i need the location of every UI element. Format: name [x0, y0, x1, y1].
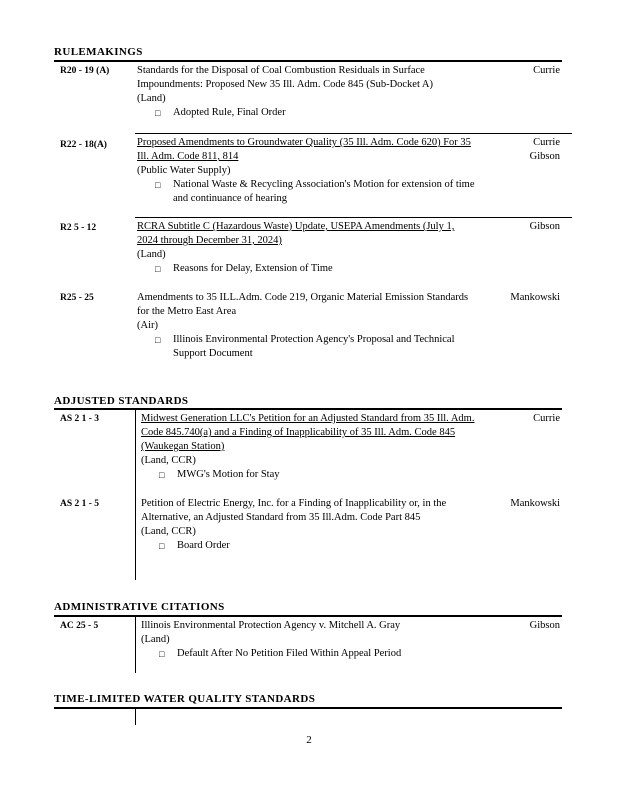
- bullet-item: [137, 106, 477, 120]
- docket-number: R2 5 - 12: [60, 223, 97, 233]
- entry-title-text: Amendments to 35 ILL.Adm. Code 219, Organic Material Emission Standards for the Metro East Area: [137, 292, 469, 317]
- bullet-text: Reasons for Delay, Extension of Time: [173, 263, 333, 274]
- entry-title-text: Midwest Generation LLC's Petition for an Adjusted Standard from 35 Ill. Adm. Code 845.740(a) and a Finding of Inapplicability of 35 Ill. Adm. Code 845 (Waukegan Station): [141, 413, 475, 452]
- docket-number: R20 - 19 (A): [60, 66, 110, 76]
- bullet-icon: □: [155, 335, 161, 345]
- section-rule: [54, 615, 562, 617]
- bullet-text: National Waste & Recycling Association's Motion for extension of time and continuance of hearing: [173, 179, 475, 204]
- entry-title-text: Proposed Amendments to Groundwater Quality (35 Ill. Adm. Code 620) For 35 Ill. Adm. Code 811, 814: [137, 137, 471, 162]
- bullet-icon: □: [155, 108, 161, 118]
- assigned-person: Mankowski: [510, 292, 560, 303]
- bullet-item: [141, 647, 477, 661]
- entry-category: (Land): [137, 249, 166, 260]
- section-rule: [54, 408, 562, 410]
- entry-category: (Public Water Supply): [137, 165, 231, 176]
- bullet-icon: □: [159, 470, 165, 480]
- entry-r25-12: [137, 220, 477, 276]
- bullet-icon: □: [159, 649, 165, 659]
- entry-title-text: Standards for the Disposal of Coal Combustion Residuals in Surface Impoundments: Proposed New 35 Ill. Adm. Code 845 (Sub-Docket A): [137, 65, 434, 90]
- entry-title: [141, 497, 477, 525]
- docket-number: R22 - 18(A): [60, 140, 107, 150]
- assigned-person: Gibson: [529, 151, 560, 162]
- entry-category: (Land): [137, 93, 166, 104]
- assigned-person: Gibson: [529, 620, 560, 631]
- entry-r25-25: [137, 291, 477, 361]
- bullet-item: [141, 539, 477, 553]
- assigned-person: Gibson: [529, 221, 560, 232]
- entry-ac25-5: [141, 619, 477, 661]
- section-title-adjusted-standards: ADJUSTED STANDARDS: [54, 395, 189, 407]
- entry-title: [137, 136, 477, 164]
- entry-as21-5: [141, 497, 477, 553]
- entry-category: (Land): [141, 634, 170, 645]
- column-divider: [135, 708, 136, 725]
- bullet-icon: □: [155, 264, 161, 274]
- bullet-item: [137, 178, 477, 206]
- section-title-administrative-citations: ADMINISTRATIVE CITATIONS: [54, 601, 225, 613]
- entry-category: (Land, CCR): [141, 526, 196, 537]
- entry-category: (Land, CCR): [141, 455, 196, 466]
- bullet-item: [141, 468, 477, 482]
- entry-title: [141, 412, 477, 454]
- assigned-person: Mankowski: [510, 498, 560, 509]
- bullet-text: Board Order: [177, 540, 230, 551]
- bullet-icon: □: [155, 180, 161, 190]
- section-rule: [54, 60, 562, 62]
- docket-number: AS 2 1 - 5: [60, 499, 100, 509]
- entry-title-text: Petition of Electric Energy, Inc. for a Finding of Inapplicability or, in the Alternative, an Adjusted Standard from 35 Ill.Adm. Code Part 845: [141, 498, 447, 523]
- entry-title: [137, 64, 477, 92]
- bullet-text: Adopted Rule, Final Order: [173, 107, 286, 118]
- entry-category: (Air): [137, 320, 158, 331]
- page-number: 2: [306, 734, 312, 746]
- assigned-person: Currie: [533, 137, 560, 148]
- entry-title-text: Illinois Environmental Protection Agency v. Mitchell A. Gray: [141, 620, 401, 631]
- docket-number: AS 2 1 - 3: [60, 414, 100, 424]
- entry-r22-18a: [137, 136, 477, 206]
- docket-number: AC 25 - 5: [60, 621, 99, 631]
- section-title-time-limited-wqs: TIME-LIMITED WATER QUALITY STANDARDS: [54, 693, 316, 705]
- bullet-item: [137, 262, 477, 276]
- entry-title-text: RCRA Subtitle C (Hazardous Waste) Update, USEPA Amendments (July 1, 2024 through December 31, 2024): [137, 221, 455, 246]
- assigned-people: [530, 136, 560, 164]
- bullet-item: [137, 333, 477, 361]
- entry-separator: [135, 133, 572, 134]
- assigned-person: Currie: [533, 413, 560, 424]
- assigned-person: Currie: [533, 65, 560, 76]
- bullet-text: Illinois Environmental Protection Agency's Proposal and Technical Support Document: [173, 334, 455, 359]
- entry-as21-3: [141, 412, 477, 482]
- bullet-text: MWG's Motion for Stay: [177, 469, 280, 480]
- entry-title: [141, 619, 477, 633]
- entry-separator: [135, 217, 572, 218]
- entry-r20-19a: [137, 64, 477, 120]
- entry-title: [137, 220, 477, 248]
- section-rule: [54, 707, 562, 709]
- docket-number: R25 - 25: [60, 293, 94, 303]
- bullet-icon: □: [159, 541, 165, 551]
- bullet-text: Default After No Petition Filed Within Appeal Period: [177, 648, 402, 659]
- column-divider: [135, 409, 136, 580]
- entry-title: [137, 291, 477, 319]
- column-divider: [135, 616, 136, 673]
- section-title-rulemakings: RULEMAKINGS: [54, 46, 143, 58]
